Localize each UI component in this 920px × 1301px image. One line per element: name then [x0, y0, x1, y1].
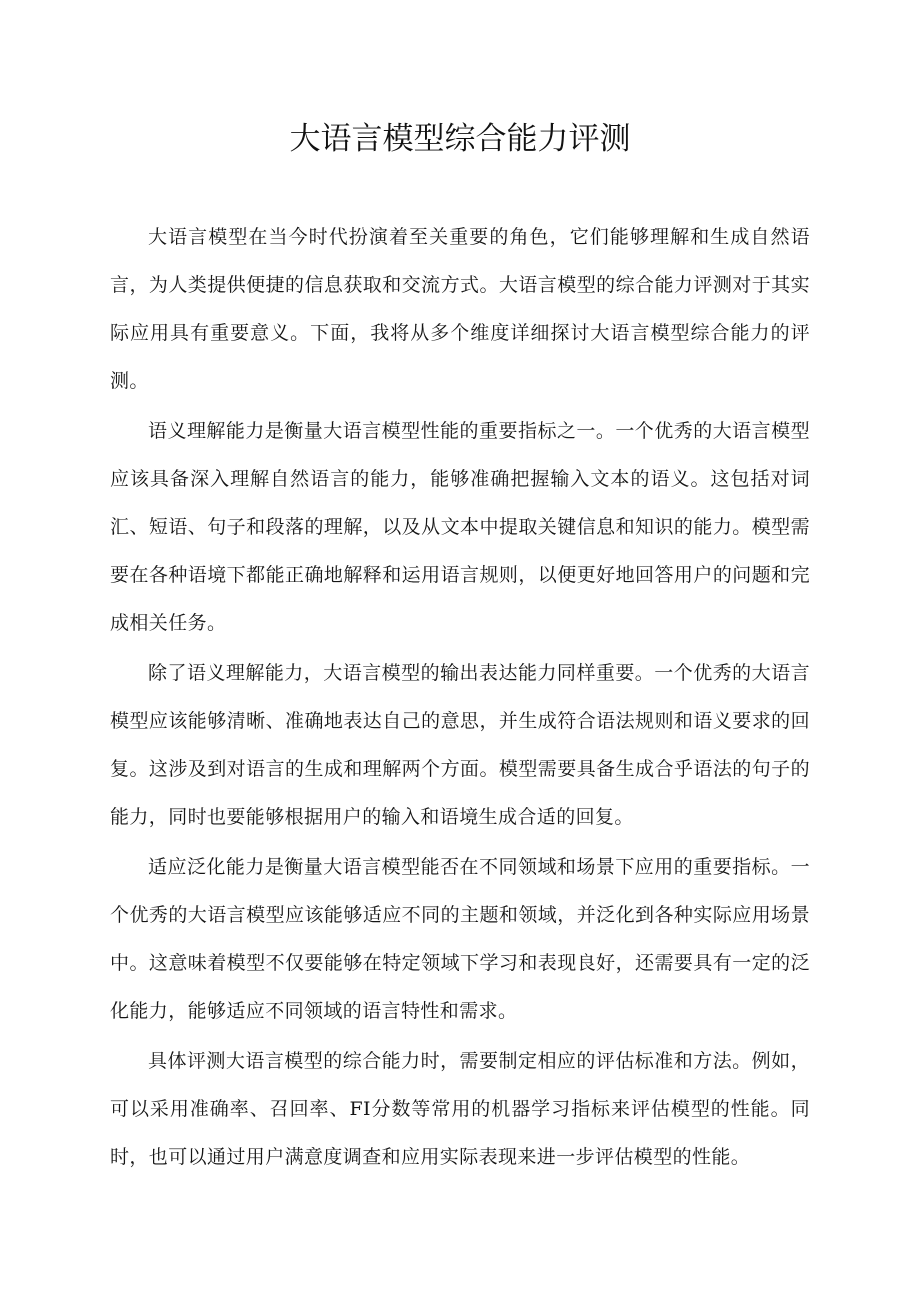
document-title: 大语言模型综合能力评测 — [289, 121, 631, 157]
document-body — [110, 213, 810, 1183]
paragraph-semantic-understanding: 语义理解能力是衡量大语言模型性能的重要指标之一。一个优秀的大语言模型应该具备深入理解自然语言的能力，能够准确把握输入文本的语义。这包括对词汇、短语、句子和段落的理解，以及从文本中提取关键信息和知识的能力。模型需要在各种语境下都能正确地解释和运用语言规则，以便更好地回答用户的问题和完成相关任务。 — [110, 420, 810, 634]
paragraph-output-expression: 除了语义理解能力，大语言模型的输出表达能力同样重要。一个优秀的大语言模型应该能够清晰、准确地表达自己的意思，并生成符合语法规则和语义要求的回复。这涉及到对语言的生成和理解两个方面。模型需要具备生成合乎语法的句子的能力，同时也要能够根据用户的输入和语境生成合适的回复。 — [110, 662, 810, 828]
paragraph-intro: 大语言模型在当今时代扮演着至关重要的角色，它们能够理解和生成自然语言，为人类提供便捷的信息获取和交流方式。大语言模型的综合能力评测对于其实际应用具有重要意义。下面，我将从多个维度详细探讨大语言模型综合能力的评测。 — [110, 226, 810, 392]
paragraph-evaluation-methods: 具体评测大语言模型的综合能力时，需要制定相应的评估标准和方法。例如，可以采用准确率、召回率、FI分数等常用的机器学习指标来评估模型的性能。同时，也可以通过用户满意度调查和应用实际表现来进一步评估模型的性能。 — [110, 1050, 810, 1168]
paragraph-generalization: 适应泛化能力是衡量大语言模型能否在不同领域和场景下应用的重要指标。一个优秀的大语言模型应该能够适应不同的主题和领域，并泛化到各种实际应用场景中。这意味着模型不仅要能够在特定领域下学习和表现良好，还需要具有一定的泛化能力，能够适应不同领域的语言特性和需求。 — [110, 856, 810, 1022]
